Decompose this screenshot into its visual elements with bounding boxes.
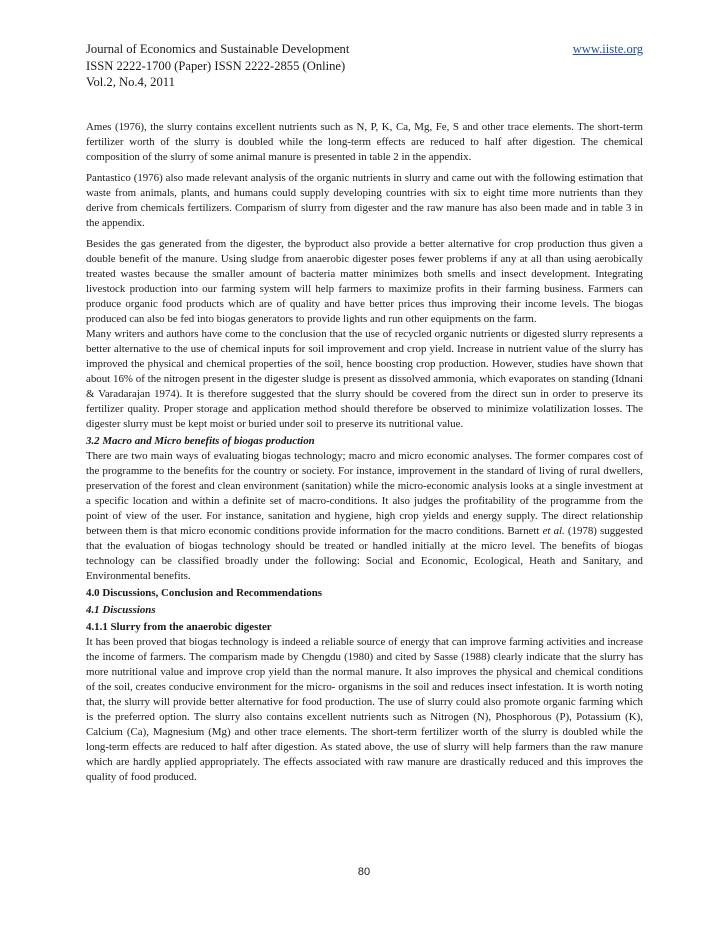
issn-line: ISSN 2222-1700 (Paper) ISSN 2222-2855 (Online)	[86, 58, 346, 73]
et-al-citation: et al.	[542, 525, 565, 537]
volume-line: Vol.2, No.4, 2011	[86, 75, 175, 90]
section-heading-4-1: 4.1 Discussions	[86, 604, 156, 616]
paragraph-ames: Ames (1976), the slurry contains excellent nutrients such as N, P, K, Ca, Mg, Fe, S and other trace elements. The short-term fertilizer worth of the slurry is doubled while the long-term effects are reduced to half after digestion. The chemical composition of the slurry of some animal manure is presented in table 2 in the appendix.	[86, 121, 643, 163]
journal-title: Journal of Economics and Sustainable Development	[86, 42, 350, 56]
article-body	[86, 120, 643, 785]
paragraph-macro-micro-part1: There are two main ways of evaluating biogas technology; macro and micro economic analyses. The former compares cost of the programme to the benefits for the country or society. For instance, improvement in the standard of living of rural dwellers, preservation of the forest and clean environment (sanitation) while the micro-economic analysis looks at a single investment at a specific location and within a definite set of macro-conditions. It also judges the profitability of the programme from the point of view of the user. For instance, sanitation and hygiene, high crop yields and energy supply. The direct relationship between them is that micro economic conditions provide information for the macro conditions. Barnett	[86, 450, 643, 537]
page-number: 80	[357, 866, 371, 878]
journal-url-link[interactable]: www.iiste.org	[572, 42, 643, 56]
paragraph-pantastico: Pantastico (1976) also made relevant analysis of the organic nutrients in slurry and came out with the following estimation that waste from animals, plants, and humans could supply developing countries with six to eight time more nutrients than they derive from chemicals fertilizers. Comparism of slurry from digester and the raw manure has also been made and in table 3 in the appendix.	[86, 172, 643, 229]
section-heading-4-1-1: 4.1.1 Slurry from the anaerobic digester	[86, 621, 272, 633]
paragraph-recycled-nutrients: Many writers and authors have come to the conclusion that the use of recycled organic nutrients or digested slurry represents a better alternative to the use of chemical inputs for soil improvement and crop yield. Increase in nutrient value of the slurry has improved the physical and chemical properties of the soil, hence boosting crop production. However, studies have shown that about 16% of the nitrogen present in the digester sludge is present as dissolved ammonia, which evaporates on standing (Idnani & Varadarajan 1974). It is therefore suggested that the slurry should be covered from the direct sun in order to preserve its fertilizer quality. Proper storage and application method should therefore be observed to minimize volatilization losses. The digester slurry must be kept moist or buried under soil to preserve its nutritional value.	[86, 328, 643, 430]
paragraph-macro-micro-part2: (1978) suggested that the evaluation of biogas technology should be treated or handled initially at the micro level. The benefits of biogas technology can be classified broadly under the following: Social and Economic, Ecological, Heath and Sanitary, and Environmental benefits.	[86, 525, 644, 582]
paragraph-byproduct: Besides the gas generated from the digester, the byproduct also provide a better alternative for crop production thus given a double benefit of the manure. Using sludge from anaerobic digester poses fewer problems if any at all than using aerobically treated wastes because the smaller amount of bacteria matter minimizes both smells and insect development. Integrating livestock production into our farming system will help farmers to maximize profits in their farming business. Farmers can produce organic food products which are of quality and have better prices thus improving their income levels. The biogas produced can also be fed into biogas generators to provide lights and run other equipments on the farm.	[86, 238, 643, 325]
section-heading-3-2: 3.2 Macro and Micro benefits of biogas production	[86, 435, 315, 447]
paragraph-macro-micro	[86, 449, 643, 584]
paragraph-slurry-discussion: It has been proved that biogas technology is indeed a reliable source of energy that can improve farming activities and increase the income of farmers. The comparism made by Chengdu (1980) and cited by Sasse (1988) clearly indicate that the slurry has more nutritional value and improve crop yield than the normal manure. It also improves the physical and chemical conditions of the soil, creates conducive environment for the micro- organisms in the soil and reduces insect infestation. It is worth noting that, the slurry will provide better alternative for food production. The use of slurry could also promote organic farming which is the preferred option. The slurry also contains excellent nutrients such as Nitrogen (N), Phosphorous (P), Potassium (K), Calcium (Ca), Magnesium (Mg) and other trace elements. The short-term fertilizer worth of the slurry is doubled while the long-term effects are reduced to half after digestion. As stated above, the use of slurry will help farmers than the raw manure which are hardly applied appropriately. The effects associated with raw manure are drastically reduced and this improves the quality of food produced.	[86, 636, 643, 783]
page-header	[86, 41, 643, 91]
section-heading-4-0: 4.0 Discussions, Conclusion and Recommendations	[86, 587, 323, 599]
